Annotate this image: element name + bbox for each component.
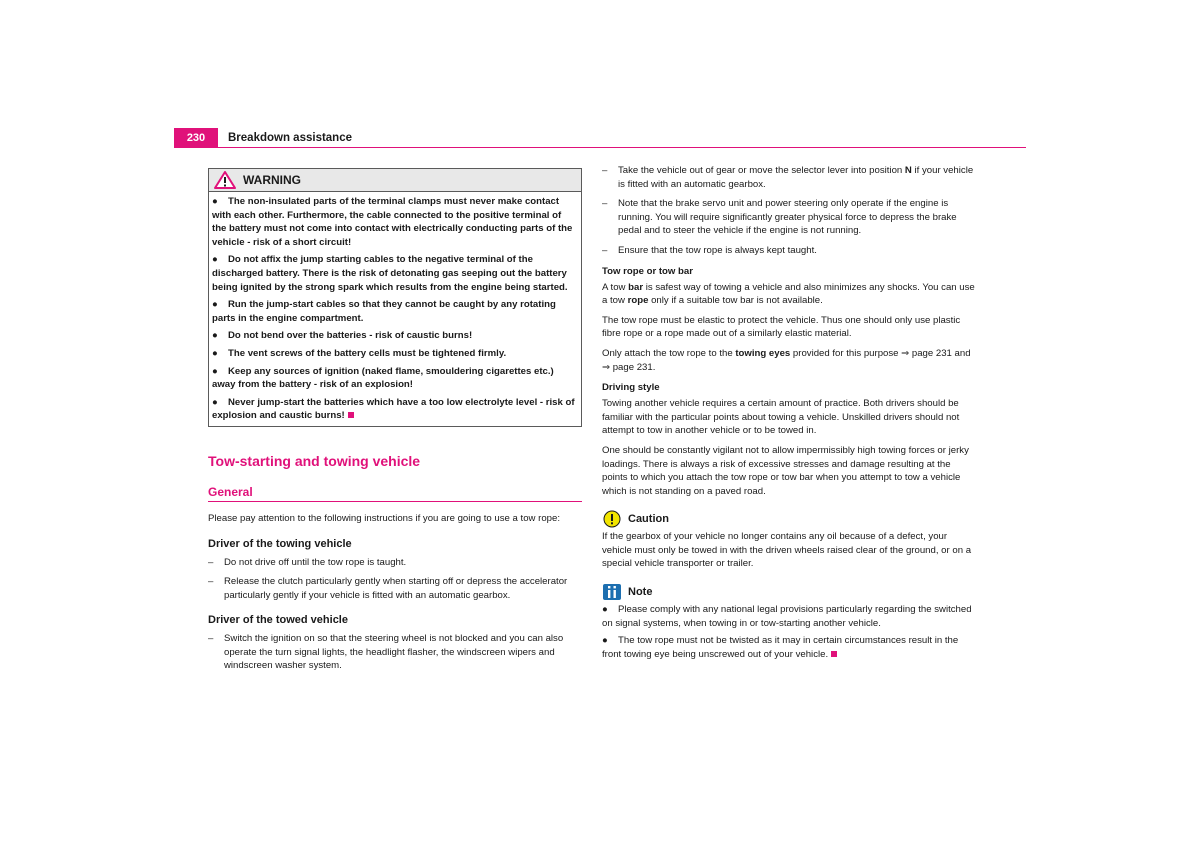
- warning-item: ● Do not bend over the batteries - risk of caustic burns!: [212, 330, 473, 342]
- warning-item: ● Never jump-start the batteries which have a too low electrolyte level - risk of explosion and caustic burns!: [212, 396, 575, 422]
- list-item: – Take the vehicle out of gear or move the selector lever into position N if your vehicle is fitted with an automatic gearbox.: [602, 165, 974, 190]
- paragraph: A tow bar is safest way of towing a vehicle and also minimizes any shocks. You can use a tow rope only if a suitable tow bar is not available.: [602, 281, 975, 307]
- page-header: [174, 128, 1026, 148]
- warning-item: ● Run the jump-start cables so that they cannot be caught by any rotating parts in the engine compartment.: [212, 299, 556, 324]
- list-item: – Switch the ignition on so that the steering wheel is not blocked and you can also operate the turn signal lights, the headlight flasher, the windscreen wipers and windscreen washer system.: [208, 633, 564, 672]
- driving-style-heading: Driving style: [602, 382, 660, 394]
- warning-item: ● The non-insulated parts of the terminal clamps must never make contact with each other. Furthermore, the cable connected to the positive terminal of the battery must not come into contact with electrically conducting parts of the vehicle - risk of a short circuit!: [212, 196, 573, 248]
- list-item: – Ensure that the tow rope is always kept taught.: [602, 244, 817, 256]
- paragraph: One should be constantly vigilant not to allow impermissibly high towing forces or jerky loadings. There is always a risk of excessive stresses and damage resulting at the points to which you attach the tow rope or tow bar when you attempt to tow a vehicle which is not standing on a paved road.: [602, 444, 969, 497]
- warning-triangle-icon: [213, 170, 237, 190]
- towing-driver-heading: Driver of the towing vehicle: [208, 537, 352, 550]
- left-column: [208, 168, 582, 679]
- section-title: Tow-starting and towing vehicle: [208, 452, 421, 469]
- towed-driver-heading: Driver of the towed vehicle: [208, 614, 348, 627]
- paragraph: Only attach the tow rope to the towing eyes provided for this purpose ⇒ page 231 and ⇒ page 231.: [602, 347, 971, 373]
- info-icon: [602, 583, 622, 601]
- section-subtitle: General: [208, 485, 582, 502]
- right-column: [602, 164, 976, 665]
- paragraph: Towing another vehicle requires a certain amount of practice. Both drivers should be familiar with the particular points about towing a vehicle. Unskilled drivers should not attempt to tow in another vehicle or to be towed in.: [602, 398, 960, 437]
- caution-text: If the gearbox of your vehicle no longer contains any oil because of a defect, your vehicle must only be towed in with the driven wheels raised clear of the ground, or on a special vehicle transporter or trailer.: [602, 531, 972, 570]
- chapter-title: Breakdown assistance: [228, 132, 353, 144]
- end-marker-icon: [348, 412, 354, 418]
- note-header: [602, 583, 976, 601]
- note-item: ● Please comply with any national legal provisions particularly regarding the switched on signal systems, when towing in or tow-starting another vehicle.: [602, 604, 972, 629]
- warning-item: ● Keep any sources of ignition (naked flame, smouldering cigarettes etc.) away from the battery - risk of an explosion!: [212, 365, 554, 391]
- header-rule: [218, 147, 1026, 148]
- caution-title: Caution: [628, 513, 669, 526]
- note-title: Note: [628, 586, 653, 599]
- warning-item: ● Do not affix the jump starting cables to the negative terminal of the discharged battery. There is the risk of detonating gas seeping out the battery being ignited by the strong spark which results from the engine being started.: [212, 254, 568, 293]
- paragraph: The tow rope must be elastic to protect the vehicle. Thus one should only use plastic fibre rope or a rope made out of a similarly elastic material.: [602, 314, 961, 340]
- warning-body: [209, 192, 581, 426]
- warning-item: ● The vent screws of the battery cells must be tightened firmly.: [212, 347, 507, 359]
- warning-header: [209, 169, 581, 192]
- end-marker-icon: [831, 651, 837, 657]
- caution-header: [602, 510, 976, 528]
- list-item: – Note that the brake servo unit and power steering only operate if the engine is running. You will require significantly greater physical force to depress the brake pedal and to steer the vehicle if the engine is not running.: [602, 198, 957, 237]
- warning-box: [208, 168, 582, 427]
- warning-title: WARNING: [243, 173, 301, 187]
- list-item: – Do not drive off until the tow rope is taught.: [208, 556, 407, 568]
- page-number: 230: [174, 128, 218, 148]
- caution-icon: [602, 510, 622, 528]
- list-item: – Release the clutch particularly gently when starting off or depress the accelerator particularly gently if your vehicle is fitted with an automatic gearbox.: [208, 576, 568, 601]
- tow-rope-heading: Tow rope or tow bar: [602, 265, 693, 277]
- note-item: ● The tow rope must not be twisted as it may in certain circumstances result in the front towing eye being unscrewed out of your vehicle.: [602, 635, 959, 660]
- intro-text: Please pay attention to the following instructions if you are going to use a tow rope:: [208, 512, 560, 524]
